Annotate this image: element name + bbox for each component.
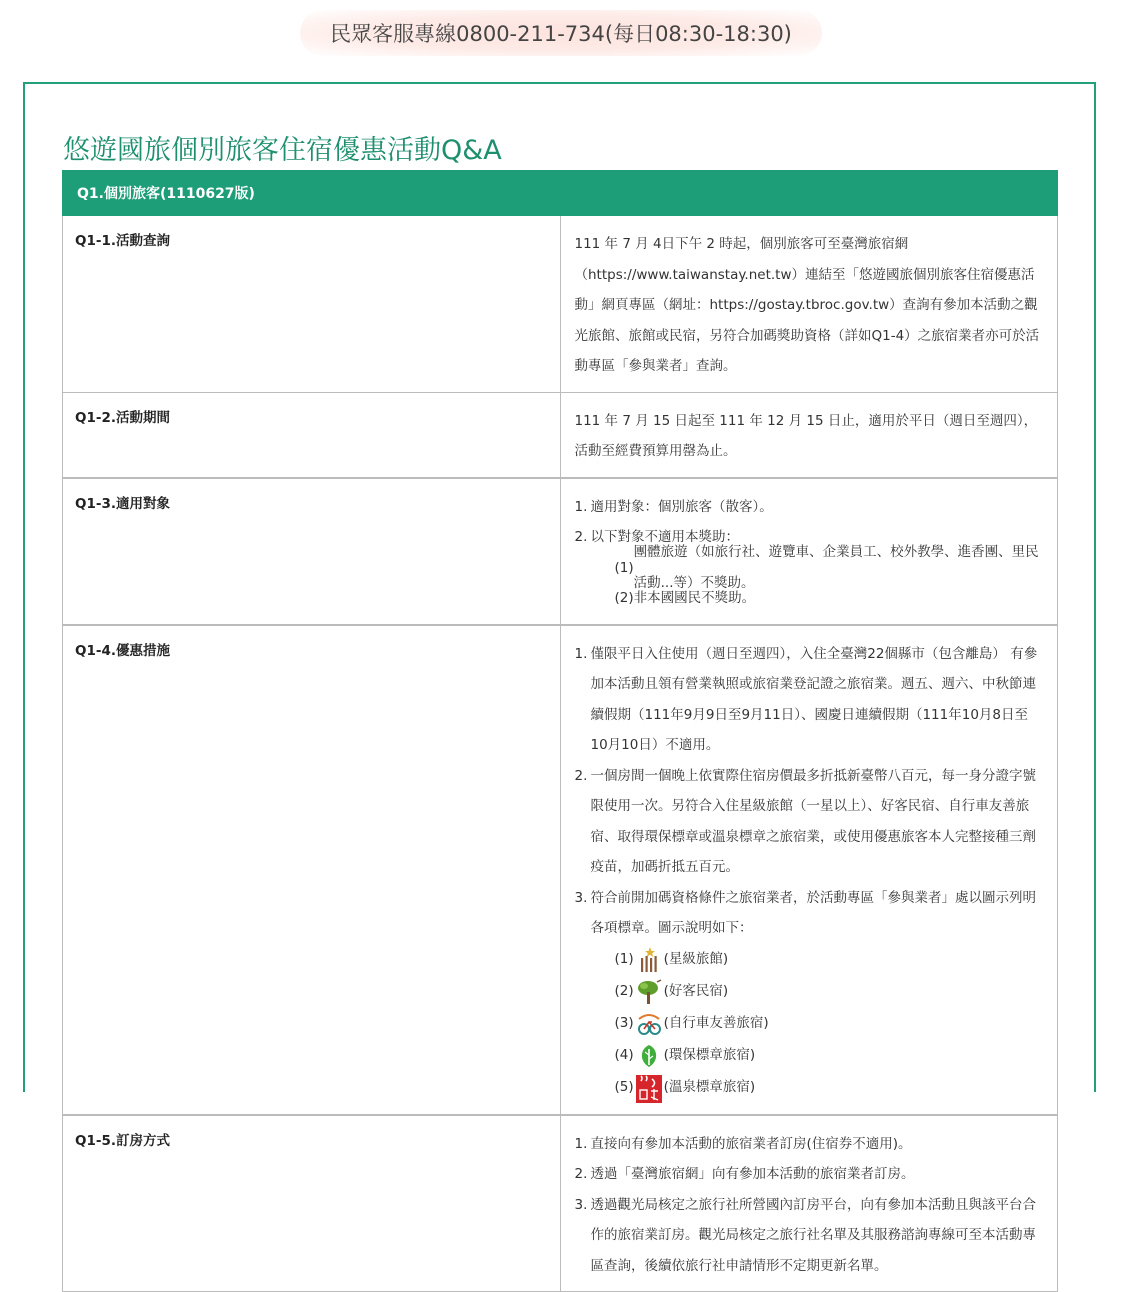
hotline-text: 民眾客服專線0800-211-734(每日08:30-18:30)	[300, 10, 822, 56]
list-item: 1. 適用對象：個別旅客（散客）。	[574, 498, 773, 515]
badge-item: (4) (環保標章旅宿)	[575, 1040, 1044, 1072]
qa-row-1-1	[63, 216, 1058, 393]
list-item: 3. 透過觀光局核定之旅行社所營國內訂房平台，向有參加本活動且與該平台合作的旅宿業訂房。觀光局核定之旅行社名單及其服務諮詢專線可至本活動專區查詢，後續依旅行社申請情形不定期更新名單。	[574, 1196, 1036, 1274]
bike-friendly-icon	[636, 1011, 662, 1037]
qa-row-1-3	[63, 478, 1058, 625]
answer-cell	[560, 478, 1058, 625]
page-title: 悠遊國旅個別旅客住宿優惠活動Q&A	[63, 135, 502, 166]
qa-row-1-2	[63, 392, 1058, 478]
answer-cell	[560, 625, 1058, 1115]
qa-row-1-5	[63, 1115, 1058, 1292]
list-item: 2. 透過「臺灣旅宿網」向有參加本活動的旅宿業者訂房。	[574, 1166, 915, 1182]
sub-item: (1) 團體旅遊（如旅行社、遊覽車、企業員工、校外教學、進香團、里民活動...等）不獎助。	[614, 544, 1039, 591]
list-item: 3. 符合前開加碼資格條件之旅宿業者，於活動專區「參與業者」處以圖示列明各項標章。圖示說明如下：	[574, 889, 1036, 936]
hospitable-bnb-icon	[636, 979, 662, 1005]
hotline-banner	[0, 0, 1122, 66]
list-item: 1. 僅限平日入住使用（週日至週四），入住全臺灣22個縣市（包含離島） 有參加本活動且領有營業執照或旅宿業登記證之旅宿業。週五、週六、中秋節連續假期（111年9月9日至9月11日）、國慶日連續假期（111年10月8日至10月10日）不適用。	[574, 645, 1038, 753]
badge-item: (5) (溫泉標章旅宿)	[575, 1072, 1044, 1104]
badge-item: (3) (自行車友善旅宿)	[575, 1008, 1044, 1040]
star-hotel-icon	[636, 947, 662, 973]
sub-item: (2) 非本國國民不獎助。	[614, 590, 756, 606]
list-item: 1. 直接向有參加本活動的旅宿業者訂房(住宿券不適用)。	[574, 1135, 912, 1152]
badge-item: (1) (星級旅館)	[575, 944, 1044, 976]
green-mark-icon	[636, 1043, 662, 1069]
question-cell: Q1-1.活動查詢	[63, 216, 561, 393]
qa-table	[62, 170, 1058, 1292]
answer-cell: 111 年 7 月 4日下午 2 時起，個別旅客可至臺灣旅宿網（https://www.taiwanstay.net.tw）連結至「悠遊國旅個別旅客住宿優惠活動」網頁專區（網址：https://gostay.tbroc.gov.tw）查詢有參加本活動之觀光旅館、旅館或民宿，另符合加碼獎助資格（詳如Q1-4）之旅宿業者亦可於活動專區「參與業者」查詢。	[560, 216, 1058, 393]
question-cell: Q1-4.優惠措施	[63, 625, 561, 1115]
question-cell: Q1-5.訂房方式	[63, 1115, 561, 1292]
answer-cell: 111 年 7 月 15 日起至 111 年 12 月 15 日止，適用於平日（週日至週四），活動至經費預算用罄為止。	[560, 392, 1058, 478]
list-item: 2. 以下對象不適用本獎助：	[574, 529, 739, 545]
hot-spring-icon	[636, 1075, 662, 1101]
question-cell: Q1-3.適用對象	[63, 478, 561, 625]
question-cell: Q1-2.活動期間	[63, 392, 561, 478]
qa-row-1-4	[63, 625, 1058, 1115]
list-item: 2. 一個房間一個晚上依實際住宿房價最多折抵新臺幣八百元，每一身分證字號限使用一次。另符合入住星級旅館（一星以上）、好客民宿、自行車友善旅宿、取得環保標章或溫泉標章之旅宿業，或使用優惠旅客本人完整接種三劑疫苗，加碼折抵五百元。	[574, 767, 1036, 875]
badge-item: (2) (好客民宿)	[575, 976, 1044, 1008]
section-header: Q1.個別旅客(1110627版)	[63, 171, 1058, 216]
answer-cell	[560, 1115, 1058, 1292]
